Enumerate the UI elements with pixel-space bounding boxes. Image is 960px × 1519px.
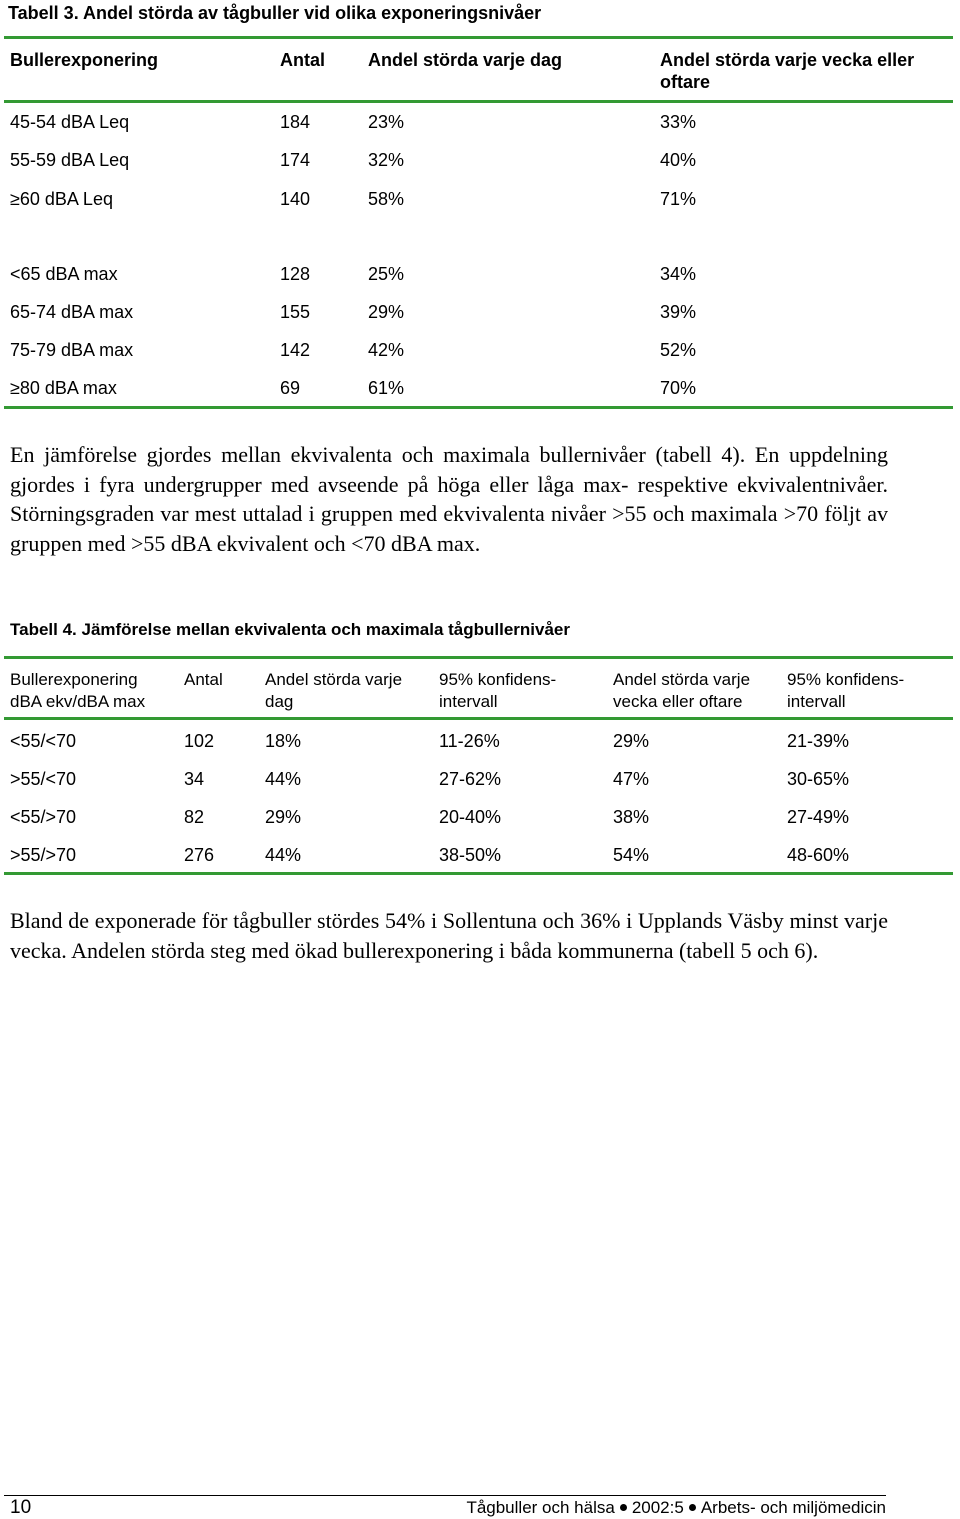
table4-cell: 29%	[265, 807, 302, 827]
table4-cell: 30-65%	[787, 769, 850, 789]
table3-cell: 70%	[660, 378, 697, 398]
table3-cell: 29%	[368, 302, 405, 322]
table4-header-ci-daily: 95% konfidens- intervall	[439, 670, 557, 711]
table4-cell: <55/>70	[10, 807, 77, 827]
table4-cell: 11-26%	[439, 731, 500, 751]
table3-cell: 42%	[368, 340, 405, 360]
table3-cell: 61%	[368, 378, 405, 398]
table4-header-ci-weekly: 95% konfidens- intervall	[787, 670, 905, 711]
table4-header-count: Antal	[184, 670, 223, 689]
table4-top-rule	[4, 656, 953, 659]
table4-cell: 82	[184, 807, 205, 827]
table3-cell: 33%	[660, 112, 697, 132]
table3-cell: 52%	[660, 340, 697, 360]
table4-cell: 27-62%	[439, 769, 502, 789]
table4-cell: 38%	[613, 807, 650, 827]
table3-cell: 55-59 dBA Leq	[10, 150, 130, 170]
table3-cell: 174	[280, 150, 311, 170]
footer-rule	[4, 1495, 886, 1496]
table3-header-exposure: Bullerexponering	[10, 50, 159, 70]
table3-header-daily: Andel störda varje dag	[368, 50, 563, 70]
table4-header-exposure: Bullerexponering dBA ekv/dBA max	[10, 670, 146, 711]
table3-cell: 65-74 dBA max	[10, 302, 134, 322]
table3-header-count: Antal	[280, 50, 325, 70]
table4-cell: >55/<70	[10, 769, 77, 789]
table3-cell: 40%	[660, 150, 697, 170]
table4-cell: 102	[184, 731, 215, 751]
bullet-icon	[620, 1504, 627, 1511]
table3-cell: 128	[280, 264, 311, 284]
footer-publication: Tågbuller och hälsa	[466, 1498, 615, 1517]
table3-cell: 32%	[368, 150, 405, 170]
page-number: 10	[10, 1497, 32, 1518]
table4-cell: 29%	[613, 731, 650, 751]
footer-issue: 2002:5	[631, 1498, 684, 1517]
table3-cell: 23%	[368, 112, 405, 132]
table3-cell: <65 dBA max	[10, 264, 118, 284]
table4-header-daily: Andel störda varje dag	[265, 670, 403, 711]
table4-cell: 54%	[613, 845, 650, 865]
table3-cell: ≥60 dBA Leq	[10, 189, 113, 209]
table4-cell: 47%	[613, 769, 650, 789]
table3-cell: 140	[280, 189, 311, 209]
table4-cell: 38-50%	[439, 845, 502, 865]
table4-cell: 44%	[265, 845, 302, 865]
table4-caption: Tabell 4. Jämförelse mellan ekvivalenta och maximala tågbullernivåer	[10, 620, 570, 639]
footer-running-title	[466, 1498, 886, 1518]
table3-cell: 34%	[660, 264, 697, 284]
table3-header-rule	[4, 100, 953, 103]
table3-cell: 39%	[660, 302, 697, 322]
table3-cell: 58%	[368, 189, 405, 209]
table3-header-weekly: Andel störda varje vecka eller	[660, 50, 915, 70]
table3-header-weekly-cont: oftare	[660, 72, 711, 92]
table3-cell: 69	[280, 378, 301, 398]
table3-cell: 25%	[368, 264, 405, 284]
table3-cell: 142	[280, 340, 311, 360]
table3-top-rule	[4, 36, 953, 39]
table4-cell: >55/>70	[10, 845, 77, 865]
table4-bottom-rule	[4, 872, 953, 875]
table3-cell: 71%	[660, 189, 697, 209]
body-paragraph-1: En jämförelse gjordes mellan ekvivalenta och maximala bullernivåer (tabell 4). En uppdelning gjordes i fyra undergrupper med avseende på höga eller låga max- respektive ekvivalentnivåer. Störningsgraden var mest uttalad i gruppen med ekvivalenta nivåer >55 och maximala >70 följt av gruppen med >55 dBA ekvivalent och <70 dBA max.	[10, 442, 888, 556]
table4-cell: 34	[184, 769, 205, 789]
table4-cell: 44%	[265, 769, 302, 789]
table4-cell: 18%	[265, 731, 302, 751]
table4-cell: 20-40%	[439, 807, 502, 827]
table3-cell: 155	[280, 302, 311, 322]
footer-department: Arbets- och miljömedicin	[700, 1498, 886, 1517]
table4-cell: 21-39%	[787, 731, 850, 751]
table4-cell: 48-60%	[787, 845, 850, 865]
table3-caption: Tabell 3. Andel störda av tågbuller vid olika exponeringsnivåer	[8, 3, 542, 23]
table4-header-rule	[4, 717, 953, 720]
table4-cell: <55/<70	[10, 731, 77, 751]
table3-cell: ≥80 dBA max	[10, 378, 117, 398]
bullet-icon	[689, 1504, 696, 1511]
table3-cell: 45-54 dBA Leq	[10, 112, 130, 132]
table3-cell: 75-79 dBA max	[10, 340, 134, 360]
table3-bottom-rule	[4, 406, 953, 409]
table4-cell: 27-49%	[787, 807, 850, 827]
table3-cell: 184	[280, 112, 311, 132]
table4-cell: 276	[184, 845, 215, 865]
table4-header-weekly: Andel störda varje vecka eller oftare	[613, 670, 751, 711]
body-paragraph-2: Bland de exponerade för tågbuller stördes 54% i Sollentuna och 36% i Upplands Väsby minst varje vecka. Andelen störda steg med ökad bullerexponering i båda kommunerna (tabell 5 och 6).	[10, 908, 888, 963]
